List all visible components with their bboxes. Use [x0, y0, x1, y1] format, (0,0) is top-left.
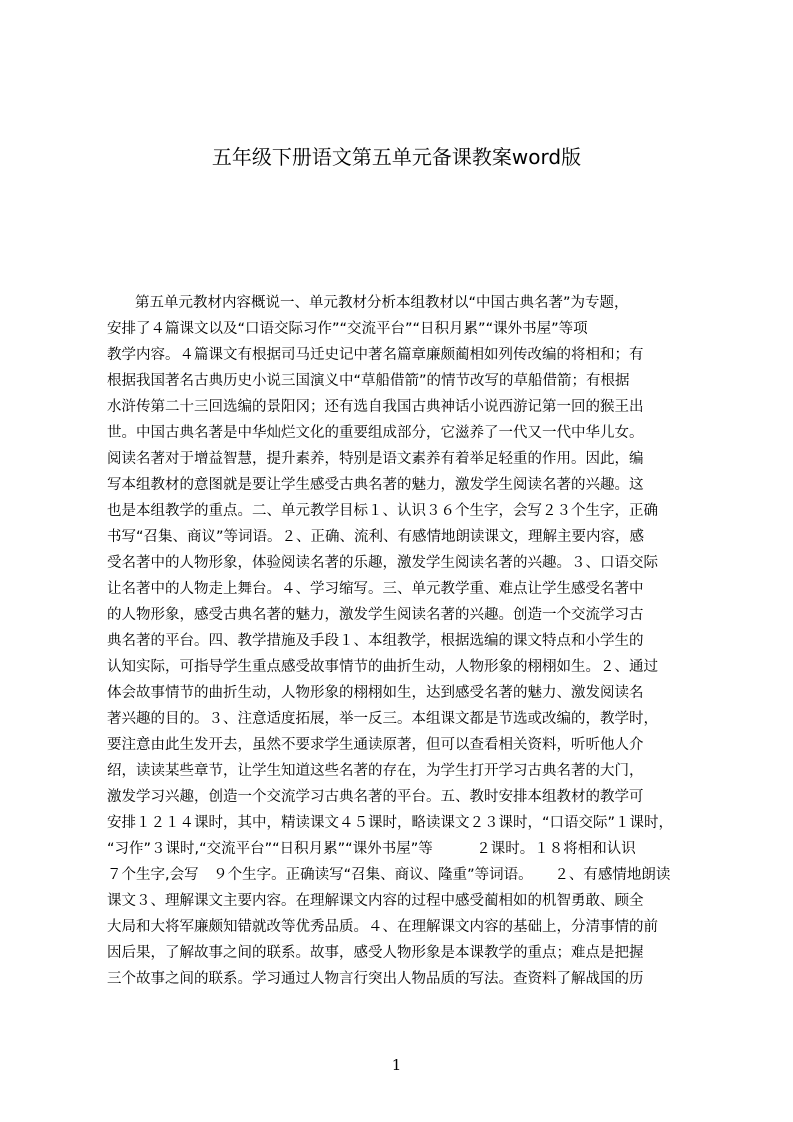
- body-text-line: 第五单元教材内容概说一、单元教材分析本组教材以“中国古典名著”为专题，: [135, 295, 629, 311]
- body-text-line: 著兴趣的目的。３、注意适度拓展，举一反三。本组课文都是节选或改编的，教学时，: [107, 711, 658, 727]
- document-body: [107, 290, 697, 992]
- body-text-line: 安排了４篇课文以及“口语交际习作”“交流平台”“日积月累”“课外书屋”等项: [107, 321, 588, 337]
- body-text-line: 世。中国古典名著是中华灿烂文化的重要组成部分，它滋养了一代又一代中华儿女。: [107, 425, 644, 441]
- body-text-line: 要注意由此生发开去，虽然不要求学生通读原著，但可以查看相关资料，听听他人介: [107, 737, 644, 753]
- document-title: 五年级下册语文第五单元备课教案word版: [211, 145, 582, 169]
- body-text-line: 写本组教材的意图就是要让学生感受古典名著的魅力，激发学生阅读名著的兴趣。这: [107, 477, 644, 493]
- body-text-line: 三个故事之间的联系。学习通过人物言行突出人物品质的写法。查资料了解战国的历: [107, 971, 644, 987]
- body-text-line: “习作”３课时,“交流平台”“日积月累”“课外书屋”等 ２课时。１８将相和认识: [107, 841, 636, 857]
- body-text-line: 受名著中的人物形象，体验阅读名著的乐趣，激发学生阅读名著的兴趣。３、口语交际: [107, 555, 658, 571]
- body-text-line: 阅读名著对于增益智慧，提升素养，特别是语文素养有着举足轻重的作用。因此，编: [107, 451, 644, 467]
- body-text-line: 激发学习兴趣，创造一个交流学习古典名著的平台。五、教时安排本组教材的教学可: [107, 789, 644, 805]
- body-text-line: 典名著的平台。四、教学措施及手段１、本组教学，根据选编的课文特点和小学生的: [107, 633, 644, 649]
- body-text-line: 水浒传第二十三回选编的景阳冈；还有选自我国古典神话小说西游记第一回的猴王出: [107, 399, 644, 415]
- body-text-line: 体会故事情节的曲折生动，人物形象的栩栩如生，达到感受名著的魅力、激发阅读名: [107, 685, 644, 701]
- body-text-line: 教学内容。４篇课文有根据司马迁史记中著名篇章廉颇蔺相如列传改编的将相和；有: [107, 347, 644, 363]
- body-text-line: 因后果，了解故事之间的联系。故事，感受人物形象是本课教学的重点；难点是把握: [107, 945, 644, 961]
- body-text-line: 安排１２１４课时，其中，精读课文４５课时，略读课文２３课时，“口语交际”１课时，: [107, 815, 674, 831]
- body-text-line: 课文３、理解课文主要内容。在理解课文内容的过程中感受蔺相如的机智勇敢、顾全: [107, 893, 644, 909]
- body-text-line: 的人物形象，感受古典名著的魅力，激发学生阅读名著的兴趣。创造一个交流学习古: [107, 607, 644, 623]
- body-text-line: 书写“召集、商议”等词语。２、正确、流利、有感情地朗读课文，理解主要内容，感: [107, 529, 645, 545]
- body-text-line: 根据我国著名古典历史小说三国演义中“草船借箭”的情节改写的草船借箭；有根据: [107, 373, 630, 389]
- page-number: 1: [391, 1056, 402, 1074]
- body-text-line: 让名著中的人物走上舞台。４、学习缩写。三、单元教学重、难点让学生感受名著中: [107, 581, 644, 597]
- body-text-line: 大局和大将军廉颇知错就改等优秀品质。４、在理解课文内容的基础上，分清事情的前: [107, 919, 658, 935]
- body-text-line: 绍，读读某些章节，让学生知道这些名著的存在，为学生打开学习古典名著的大门，: [107, 763, 644, 779]
- body-text-line: 也是本组教学的重点。二、单元教学目标１、认识３６个生字，会写２３个生字，正确: [107, 503, 658, 519]
- body-text-line: 认知实际，可指导学生重点感受故事情节的曲折生动，人物形象的栩栩如生。２、通过: [107, 659, 658, 675]
- body-text-line: ７个生字,会写 ９个生字。正确读写“召集、商议、隆重”等词语。 ２、有感情地朗读: [107, 867, 671, 883]
